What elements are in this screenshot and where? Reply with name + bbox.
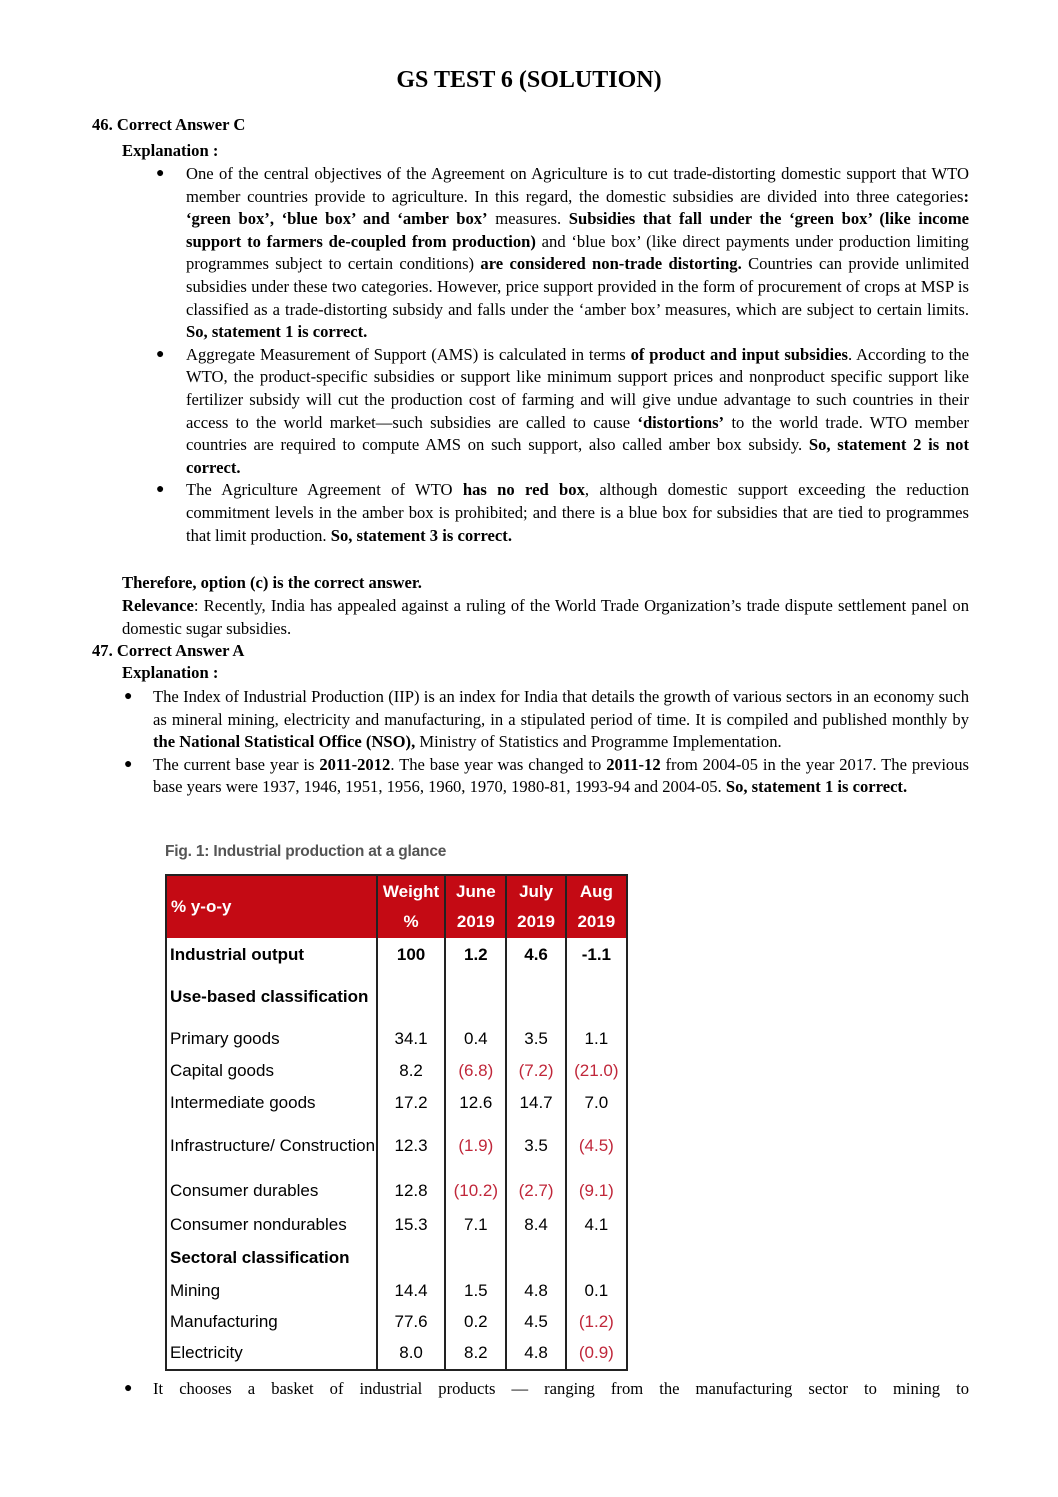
table-cell: 12.3 — [377, 1120, 445, 1173]
table-cell: 1.2 — [445, 938, 506, 972]
q47-bullet-3-text: It chooses a basket of industrial products — ranging from the manufacturing sector to mining to — [153, 1379, 969, 1398]
industrial-production-table — [165, 874, 628, 1371]
q46-bullet-2 — [156, 344, 969, 480]
table-cell: 4.8 — [506, 1338, 565, 1370]
row-label: Consumer nondurables — [170, 1215, 347, 1235]
table-row — [166, 972, 627, 1022]
q47-bullet-1-text: The Index of Industrial Production (IIP) is an index for India that details the growth of various sectors in an economy such as mineral mining, electricity and manufacturing, in a stipulated period of time. It is compiled and published monthly by the National Statistical Office (NSO), Ministry of Statistics and Programme Implementation. — [153, 687, 969, 752]
table-cell: 4.5 — [506, 1307, 565, 1338]
page-title: GS TEST 6 (SOLUTION) — [396, 67, 662, 93]
table-cell: 17.2 — [377, 1087, 445, 1120]
col-header-july: July 2019 — [506, 875, 565, 938]
table-cell: 15.3 — [377, 1209, 445, 1242]
table-cell: 4.6 — [506, 938, 565, 972]
bullet-icon: ● — [124, 756, 133, 772]
table-cell: 8.4 — [506, 1209, 565, 1242]
table-row — [166, 1173, 627, 1209]
q46-heading: 46. Correct Answer C — [92, 115, 246, 134]
table-cell: 7.0 — [566, 1087, 627, 1120]
bullet-icon: ● — [156, 166, 165, 181]
row-label: Primary goods — [170, 1028, 280, 1048]
table-cell: 12.6 — [445, 1087, 506, 1120]
table-cell: 4.8 — [506, 1275, 565, 1307]
table-row — [166, 1087, 627, 1120]
table-cell: 3.5 — [506, 1120, 565, 1173]
q47-bullet-1 — [124, 686, 969, 754]
table-header-row — [166, 875, 627, 938]
q46-bullet-2-text: Aggregate Measurement of Support (AMS) is calculated in terms of product and input subsidies. According to the WTO, the product-specific subsidies or support like minimum support prices and nonproduct specific support like fertilizer subsidy will cut the production cost of farming and will give undue advantage to such countries in their access to the world market—such subsidies are called to cause ‘distortions’ to the world trade. WTO member countries are required to compute AMS on such support, also called amber box subsidy. So, statement 2 is not correct. — [186, 344, 969, 477]
table-cell: (7.2) — [506, 1056, 565, 1087]
table-cell: (21.0) — [566, 1056, 627, 1087]
table-cell: 8.2 — [445, 1338, 506, 1370]
col-header-yoy: % y-o-y — [166, 875, 377, 938]
q46-bullet-3 — [156, 479, 970, 547]
table-row — [166, 1120, 627, 1173]
table-cell: (1.2) — [566, 1307, 627, 1338]
table-cell: 8.2 — [377, 1056, 445, 1087]
q46-explanation-label: Explanation : — [122, 141, 219, 160]
q47-bullet-2-text: The current base year is 2011-2012. The base year was changed to 2011-12 from 2004-05 in the year 2017. The previous base years were 1937, 1946, 1951, 1956, 1960, 1970, 1980-81, 1993-94 and 2004-05. So, statement 1 is correct. — [153, 754, 969, 797]
table-cell: (10.2) — [445, 1173, 506, 1209]
table-cell: 14.4 — [377, 1275, 445, 1307]
table-cell: 4.1 — [566, 1209, 627, 1242]
row-label: Infrastructure/ Construction — [170, 1136, 376, 1156]
q46-conclusion: Therefore, option (c) is the correct answer. — [122, 573, 422, 592]
bullet-icon: ● — [156, 482, 165, 498]
q46-bullet-1 — [156, 163, 970, 344]
figure-caption: Fig. 1: Industrial production at a glance — [165, 843, 447, 860]
table-cell — [445, 1242, 506, 1275]
table-cell: 34.1 — [377, 1022, 445, 1056]
table-row — [166, 1209, 627, 1242]
bullet-icon: ● — [124, 689, 133, 704]
row-label: Manufacturing — [170, 1312, 278, 1332]
col-header-june: June 2019 — [445, 875, 506, 938]
q47-bullet-list — [124, 686, 969, 799]
table-cell — [506, 1242, 565, 1275]
table-row — [166, 1022, 627, 1056]
row-label: Consumer durables — [170, 1180, 319, 1200]
relevance-label: Relevance — [122, 596, 194, 615]
table-cell: 77.6 — [377, 1307, 445, 1338]
table-cell: (4.5) — [566, 1120, 627, 1173]
table-cell: (0.9) — [566, 1338, 627, 1370]
row-label: Industrial output — [170, 944, 305, 964]
table-cell — [377, 972, 445, 1022]
table-cell — [377, 1242, 445, 1275]
row-label: Use-based classification — [170, 986, 369, 1006]
table-cell: 8.0 — [377, 1338, 445, 1370]
bullet-icon: ● — [156, 346, 165, 362]
table-cell: 1.5 — [445, 1275, 506, 1307]
table-cell: 0.4 — [445, 1022, 506, 1056]
col-header-weight: Weight % — [377, 875, 445, 938]
table-cell: 14.7 — [506, 1087, 565, 1120]
table-row — [166, 1307, 627, 1338]
table-cell: 0.2 — [445, 1307, 506, 1338]
table-row — [166, 1338, 627, 1370]
table-cell — [566, 1242, 627, 1275]
q47-explanation-label: Explanation : — [122, 663, 219, 682]
row-label: Intermediate goods — [170, 1093, 316, 1113]
q46-bullet-3-text: The Agriculture Agreement of WTO has no red box, although domestic support exceeding the reduction commitment levels in the amber box is prohibited; and there is a blue box for subsidies that are tied to programmes that limit production. So, statement 3 is correct. — [186, 480, 970, 545]
q47-heading: 47. Correct Answer A — [92, 641, 245, 660]
table-cell: 3.5 — [506, 1022, 565, 1056]
table-cell: 100 — [377, 938, 445, 972]
table-row — [166, 938, 627, 972]
col-header-aug: Aug 2019 — [566, 875, 627, 938]
table-row — [166, 1275, 627, 1307]
table-cell — [506, 972, 565, 1022]
table-cell: (9.1) — [566, 1173, 627, 1209]
row-label: Electricity — [170, 1343, 243, 1363]
q46-bullet-list — [156, 163, 970, 547]
table-body — [166, 938, 627, 1370]
table-cell: (2.7) — [506, 1173, 565, 1209]
table-cell: (1.9) — [445, 1120, 506, 1173]
table-cell: 7.1 — [445, 1209, 506, 1242]
table-cell: 0.1 — [566, 1275, 627, 1307]
q47-trailing-list — [124, 1378, 969, 1401]
q46-relevance — [122, 595, 969, 640]
row-label: Mining — [170, 1280, 221, 1300]
q47-bullet-2 — [124, 754, 969, 799]
table-cell — [566, 972, 627, 1022]
q46-bullet-1-text: One of the central objectives of the Agreement on Agriculture is to cut trade-distorting domestic support that WTO member countries provide to agriculture. In this regard, the domestic subsidies are divided into three categories: ‘green box’, ‘blue box’ and ‘amber box’ measures. Subsidies that fall under the ‘green box’ (like income support to farmers de-coupled from production) and ‘blue box’ (like direct payments under production limiting programmes subject to certain conditions) are considered non-trade distorting. Countries can provide unlimited subsidies under these two categories. However, price support provided in the form of procurement of crops at MSP is classified as a trade-distorting subsidy and falls under the ‘amber box’ measures, which are subject to certain limits. So, statement 1 is correct. — [186, 164, 970, 342]
row-label: Sectoral classification — [170, 1248, 350, 1268]
table-row — [166, 1056, 627, 1087]
table-cell: (6.8) — [445, 1056, 506, 1087]
bullet-icon: ● — [124, 1381, 133, 1396]
table-cell: 1.1 — [566, 1022, 627, 1056]
relevance-text: : Recently, India has appealed against a ruling of the World Trade Organization’s trade dispute settlement panel on domestic sugar subsidies. — [122, 596, 969, 638]
q47-bullet-3 — [124, 1378, 969, 1401]
table-row — [166, 1242, 627, 1275]
table-cell — [445, 972, 506, 1022]
row-label: Capital goods — [170, 1061, 274, 1081]
table-cell: 12.8 — [377, 1173, 445, 1209]
table-cell: -1.1 — [566, 938, 627, 972]
